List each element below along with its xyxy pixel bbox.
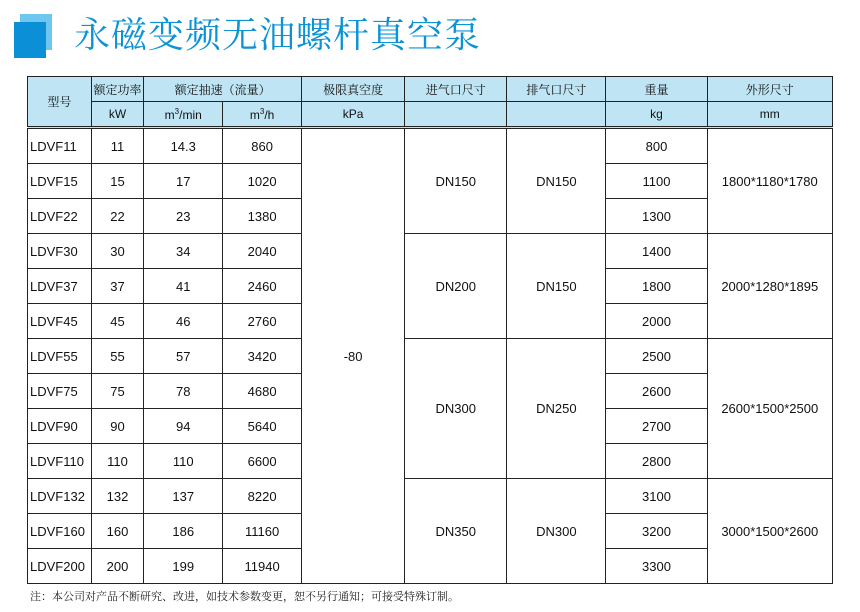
cell-speed-h: 11160 [223, 514, 302, 549]
cell-power: 110 [91, 444, 144, 479]
cell-power: 160 [91, 514, 144, 549]
cell-model: LDVF37 [28, 269, 92, 304]
cell-weight: 3100 [606, 479, 707, 514]
cell-model: LDVF15 [28, 164, 92, 199]
cell-size: 3000*1500*2600 [707, 479, 832, 584]
header-size: 外形尺寸 [707, 77, 832, 102]
cell-weight: 1400 [606, 234, 707, 269]
cell-model: LDVF110 [28, 444, 92, 479]
cell-speed-min: 137 [144, 479, 223, 514]
cell-speed-min: 186 [144, 514, 223, 549]
cell-vacuum: -80 [302, 128, 405, 584]
cell-inlet: DN150 [405, 128, 507, 234]
cell-weight: 2800 [606, 444, 707, 479]
unit-size: mm [707, 102, 832, 128]
cell-speed-h: 1380 [223, 199, 302, 234]
cell-weight: 1300 [606, 199, 707, 234]
header-row-labels [28, 77, 833, 102]
cell-model: LDVF160 [28, 514, 92, 549]
cell-speed-min: 110 [144, 444, 223, 479]
cell-power: 37 [91, 269, 144, 304]
cell-speed-min: 14.3 [144, 128, 223, 164]
cell-speed-h: 1020 [223, 164, 302, 199]
table-row [28, 479, 833, 514]
cell-weight: 1100 [606, 164, 707, 199]
cell-inlet: DN350 [405, 479, 507, 584]
cell-size: 1800*1180*1780 [707, 128, 832, 234]
cell-size: 2000*1280*1895 [707, 234, 832, 339]
cell-model: LDVF11 [28, 128, 92, 164]
unit-speed-h: $m^3/h$ [223, 102, 302, 128]
cell-power: 55 [91, 339, 144, 374]
cell-model: LDVF45 [28, 304, 92, 339]
unit-speed-min: $m^3/\min$ [144, 102, 223, 128]
cell-outlet: DN300 [507, 479, 606, 584]
cell-speed-h: 3420 [223, 339, 302, 374]
cell-speed-min: 34 [144, 234, 223, 269]
cell-power: 30 [91, 234, 144, 269]
cell-model: LDVF55 [28, 339, 92, 374]
cell-power: 15 [91, 164, 144, 199]
cell-outlet: DN250 [507, 339, 606, 479]
cell-power: 132 [91, 479, 144, 514]
cell-power: 90 [91, 409, 144, 444]
header-speed: 额定抽速（流量） [144, 77, 302, 102]
cell-speed-min: 17 [144, 164, 223, 199]
cell-speed-min: 199 [144, 549, 223, 584]
unit-vacuum: kPa [302, 102, 405, 128]
cell-speed-min: 78 [144, 374, 223, 409]
cell-model: LDVF30 [28, 234, 92, 269]
cell-weight: 1800 [606, 269, 707, 304]
cell-weight: 800 [606, 128, 707, 164]
table-row [28, 128, 833, 164]
page-title: 永磁变频无油螺杆真空泵 [74, 15, 482, 56]
table-row [28, 234, 833, 269]
header-vacuum: 极限真空度 [302, 77, 405, 102]
cell-power: 75 [91, 374, 144, 409]
cell-model: LDVF90 [28, 409, 92, 444]
cell-speed-min: 57 [144, 339, 223, 374]
cell-size: 2600*1500*2500 [707, 339, 832, 479]
header-model: 型号 [28, 77, 92, 128]
cell-inlet: DN200 [405, 234, 507, 339]
table-header [28, 77, 833, 128]
cell-model: LDVF22 [28, 199, 92, 234]
cell-speed-h: 11940 [223, 549, 302, 584]
cell-model: LDVF75 [28, 374, 92, 409]
cell-speed-h: 4680 [223, 374, 302, 409]
table-row [28, 339, 833, 374]
cell-speed-h: 860 [223, 128, 302, 164]
cell-power: 200 [91, 549, 144, 584]
cell-power: 45 [91, 304, 144, 339]
cell-speed-h: 5640 [223, 409, 302, 444]
cell-weight: 3200 [606, 514, 707, 549]
header-row-units [28, 102, 833, 128]
cell-speed-h: 2040 [223, 234, 302, 269]
cell-power: 22 [91, 199, 144, 234]
table-body [28, 128, 833, 584]
cell-speed-h: 6600 [223, 444, 302, 479]
cell-outlet: DN150 [507, 234, 606, 339]
cell-speed-min: 23 [144, 199, 223, 234]
header-weight: 重量 [606, 77, 707, 102]
unit-weight: kg [606, 102, 707, 128]
header-outlet: 排气口尺寸 [507, 77, 606, 102]
footnote: 注：本公司对产品不断研究、改进，如技术参数变更，恕不另行通知；可接受特殊订制。 [30, 590, 459, 603]
unit-inlet [405, 102, 507, 128]
cell-weight: 3300 [606, 549, 707, 584]
cell-inlet: DN300 [405, 339, 507, 479]
cell-speed-h: 8220 [223, 479, 302, 514]
cell-speed-h: 2760 [223, 304, 302, 339]
cell-model: LDVF132 [28, 479, 92, 514]
cell-model: LDVF200 [28, 549, 92, 584]
cell-weight: 2600 [606, 374, 707, 409]
logo-square-dark [14, 22, 46, 58]
cell-weight: 2700 [606, 409, 707, 444]
header-power: 额定功率 [91, 77, 144, 102]
cell-speed-min: 94 [144, 409, 223, 444]
cell-speed-h: 2460 [223, 269, 302, 304]
header-inlet: 进气口尺寸 [405, 77, 507, 102]
cell-weight: 2000 [606, 304, 707, 339]
cell-weight: 2500 [606, 339, 707, 374]
cell-power: 11 [91, 128, 144, 164]
cell-speed-min: 46 [144, 304, 223, 339]
unit-power: kW [91, 102, 144, 128]
unit-outlet [507, 102, 606, 128]
spec-table [27, 76, 833, 584]
cell-outlet: DN150 [507, 128, 606, 234]
cell-speed-min: 41 [144, 269, 223, 304]
